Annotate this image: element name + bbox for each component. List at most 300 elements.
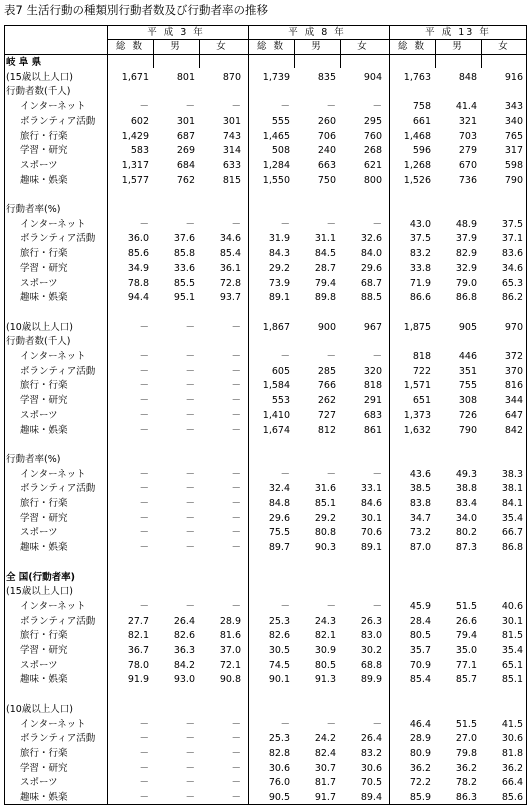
table-cell: － [185, 792, 195, 803]
table-cell: 38.1 [501, 483, 523, 495]
table-cell: 90.5 [268, 792, 290, 803]
table-cell: 86.3 [455, 792, 477, 803]
table-cell: 66.7 [501, 527, 523, 539]
table-cell: 240 [317, 145, 336, 157]
table-cell: 88.5 [360, 292, 382, 304]
table-cell: 703 [458, 130, 477, 142]
subcolumn-header: 男 [452, 41, 464, 52]
table-cell: － [185, 101, 195, 113]
row-label: 旅行・行楽 [20, 130, 68, 142]
table-cell: 29.2 [314, 512, 336, 524]
table-cell: － [139, 527, 149, 539]
table-cell: 1,268 [403, 159, 431, 171]
table-cell: 651 [412, 395, 431, 407]
table-cell: 73.9 [268, 277, 290, 289]
table-cell: 37.5 [409, 233, 431, 245]
table-cell: 555 [271, 115, 290, 127]
table-cell: 95.1 [173, 292, 195, 304]
table-cell: 37.1 [501, 233, 523, 245]
table-cell: 1,875 [403, 321, 431, 333]
table-cell: 84.8 [268, 498, 290, 509]
table-cell: 818 [363, 380, 382, 392]
table-cell: 706 [317, 130, 336, 142]
year-header: 平 成 13 年 [425, 27, 491, 38]
row-label: 趣味・娯楽 [20, 542, 68, 554]
table-cell: 90.3 [314, 542, 336, 554]
table-cell: 916 [504, 71, 523, 83]
row-label: 学習・研究 [20, 145, 68, 157]
row-label: ボランティア活動 [20, 233, 96, 245]
table-cell: 1,867 [262, 321, 290, 333]
table-cell: － [139, 733, 149, 745]
table-cell: － [231, 762, 241, 774]
table-cell: 74.5 [268, 659, 290, 671]
table-cell: 28.4 [409, 615, 431, 627]
table-cell: － [139, 747, 149, 759]
table-cell: 85.1 [314, 498, 336, 509]
row-label: ボランティア活動 [20, 733, 96, 745]
row-label: 旅行・行楽 [20, 248, 68, 260]
table-cell: 33.6 [173, 262, 195, 274]
table-cell: － [231, 542, 241, 554]
table-cell: 89.1 [360, 542, 382, 554]
table-cell: 51.5 [455, 718, 477, 730]
table-cell: － [231, 777, 241, 789]
table-cell: － [231, 792, 241, 803]
table-cell: 81.6 [219, 630, 241, 642]
table-cell: － [372, 468, 382, 480]
table-cell: － [139, 718, 149, 730]
table-cell: 801 [176, 71, 195, 83]
table-cell: 755 [458, 380, 477, 392]
table-cell: 81.7 [314, 777, 336, 789]
table-cell: 766 [317, 380, 336, 392]
row-label: インターネット [20, 351, 86, 362]
table-cell: 29.6 [268, 512, 290, 524]
table-cell: 285 [317, 365, 336, 377]
table-cell: 314 [222, 145, 241, 157]
row-label: インターネット [20, 718, 86, 730]
table-cell: 34.6 [501, 262, 523, 274]
table-cell: 815 [222, 174, 241, 186]
table-cell: － [231, 395, 241, 407]
table-cell: 27.7 [127, 615, 149, 627]
table-cell: 68.7 [360, 277, 382, 289]
table-cell: 36.2 [455, 762, 477, 774]
table-cell: － [231, 409, 241, 421]
table-cell: 736 [458, 174, 477, 186]
table-cell: 905 [458, 321, 477, 333]
table-cell: 43.0 [409, 218, 431, 230]
table-cell: 84.3 [268, 248, 290, 260]
table-cell: 79.0 [455, 277, 477, 289]
table-cell: － [231, 483, 241, 495]
table-cell: 85.4 [409, 674, 431, 686]
table-cell: － [185, 351, 195, 362]
table-cell: 31.9 [268, 233, 290, 245]
table-cell: 78.2 [455, 777, 477, 789]
table-cell: － [326, 600, 336, 612]
row-label: 行動者数(千人) [6, 86, 71, 98]
table-cell: 35.4 [501, 512, 523, 524]
table-cell: 900 [317, 321, 336, 333]
table-cell: 1,526 [403, 174, 431, 186]
row-label: インターネット [20, 218, 86, 230]
table-cell: － [372, 351, 382, 362]
table-cell: 687 [176, 130, 195, 142]
table-cell: 1,671 [121, 71, 149, 83]
table-cell: 818 [412, 351, 431, 362]
table-cell: 45.9 [409, 600, 431, 612]
row-label: 旅行・行楽 [20, 630, 68, 642]
row-label: スポーツ [20, 159, 58, 171]
table-cell: 72.2 [409, 777, 431, 789]
table-cell: 1,584 [262, 380, 290, 392]
table-cell: 86.8 [501, 542, 523, 554]
table-cell: 80.9 [409, 747, 431, 759]
table-cell: 84.0 [360, 248, 382, 260]
table-cell: 25.3 [268, 615, 290, 627]
table-cell: － [372, 718, 382, 730]
table-cell: 81.5 [501, 630, 523, 642]
table-cell: 26.4 [360, 733, 382, 745]
table-cell: － [185, 380, 195, 392]
table-cell: 727 [317, 409, 336, 421]
row-label: 旅行・行楽 [20, 380, 68, 392]
table-cell: 89.7 [268, 542, 290, 554]
table-cell: － [231, 321, 241, 333]
table-cell: 295 [363, 115, 382, 127]
subcolumn-header: 総 数 [256, 41, 286, 52]
table-cell: 24.2 [314, 733, 336, 745]
table-cell: 66.4 [501, 777, 523, 789]
table-cell: － [185, 218, 195, 230]
row-label: 学習・研究 [20, 395, 68, 407]
table-cell: － [280, 218, 290, 230]
table-cell: － [139, 498, 149, 509]
table-cell: 800 [363, 174, 382, 186]
table-cell: 446 [458, 351, 477, 362]
table-cell: 91.9 [127, 674, 149, 686]
table-cell: 85.4 [219, 248, 241, 260]
row-label: インターネット [20, 468, 86, 480]
table-cell: 30.6 [501, 733, 523, 745]
table-cell: 37.9 [455, 233, 477, 245]
table-cell: － [231, 600, 241, 612]
table-cell: 967 [363, 321, 382, 333]
table-cell: 83.0 [360, 630, 382, 642]
table-cell: 758 [412, 101, 431, 113]
row-label: スポーツ [20, 409, 58, 421]
table-cell: 85.8 [173, 248, 195, 260]
table-cell: 848 [458, 71, 477, 83]
table-cell: 80.5 [314, 659, 336, 671]
table-cell: 79.8 [455, 747, 477, 759]
table-cell: 596 [412, 145, 431, 157]
table-cell: 24.3 [314, 615, 336, 627]
table-cell: － [139, 365, 149, 377]
table-cell: － [185, 542, 195, 554]
table-cell: － [231, 718, 241, 730]
row-label: 学習・研究 [20, 262, 68, 274]
table-cell: － [280, 600, 290, 612]
year-header: 平 成 8 年 [288, 27, 346, 38]
table-cell: 38.3 [501, 468, 523, 480]
table-cell: － [280, 101, 290, 113]
table-cell: 68.8 [360, 659, 382, 671]
table-cell: 84.2 [173, 659, 195, 671]
subcolumn-header: 女 [216, 41, 228, 52]
table-cell: － [185, 365, 195, 377]
table-cell: 816 [504, 380, 523, 392]
row-label: インターネット [20, 101, 86, 113]
table-cell: － [231, 733, 241, 745]
table-cell: 670 [458, 159, 477, 171]
table-cell: － [231, 101, 241, 113]
table-cell: 85.6 [127, 248, 149, 260]
table-cell: 372 [504, 351, 523, 362]
table-cell: 750 [317, 174, 336, 186]
table-cell: 78.8 [127, 277, 149, 289]
table-cell: － [231, 527, 241, 539]
table-cell: 904 [363, 71, 382, 83]
table-cell: 598 [504, 159, 523, 171]
table-cell: 970 [504, 321, 523, 333]
table-cell: 36.0 [127, 233, 149, 245]
table-cell: 602 [130, 115, 149, 127]
table-cell: 1,763 [403, 71, 431, 83]
table-cell: 317 [504, 145, 523, 157]
table-cell: 34.0 [455, 512, 477, 524]
table-cell: － [139, 777, 149, 789]
table-cell: 1,571 [403, 380, 431, 392]
table-cell: 82.8 [268, 747, 290, 759]
table-cell: 34.9 [127, 262, 149, 274]
table-cell: 85.6 [501, 792, 523, 803]
table-cell: 29.2 [268, 262, 290, 274]
table-cell: － [185, 483, 195, 495]
subcolumn-header: 総 数 [397, 41, 427, 52]
table-cell: 30.1 [360, 512, 382, 524]
table-cell: 765 [504, 130, 523, 142]
table-cell: － [139, 395, 149, 407]
table-cell: 87.3 [455, 542, 477, 554]
table-cell: － [326, 351, 336, 362]
table-cell: － [139, 762, 149, 774]
row-label: 趣味・娯楽 [20, 792, 68, 803]
table-cell: 835 [317, 71, 336, 83]
table-cell: 661 [412, 115, 431, 127]
table-cell: － [139, 483, 149, 495]
table-cell: 26.3 [360, 615, 382, 627]
table-cell: － [139, 468, 149, 480]
table-cell: 87.0 [409, 542, 431, 554]
table-cell: 320 [363, 365, 382, 377]
table-cell: － [372, 101, 382, 113]
row-label: 趣味・娯楽 [20, 674, 68, 686]
table-cell: 1,674 [262, 424, 290, 436]
table-cell: 41.5 [501, 718, 523, 730]
table-cell: 89.8 [314, 292, 336, 304]
year-header: 平 成 3 年 [147, 27, 205, 38]
table-cell: 37.0 [219, 645, 241, 656]
table-cell: 260 [317, 115, 336, 127]
table-cell: 301 [222, 115, 241, 127]
table-cell: 65.1 [501, 659, 523, 671]
table-cell: 70.5 [360, 777, 382, 789]
table-cell: 70.9 [409, 659, 431, 671]
table-cell: － [185, 718, 195, 730]
table-cell: － [185, 512, 195, 524]
table-cell: 83.2 [360, 747, 382, 759]
table-cell: － [185, 498, 195, 509]
table-cell: 553 [271, 395, 290, 407]
table-cell: 1,317 [121, 159, 149, 171]
table-cell: 790 [504, 174, 523, 186]
table-cell: － [372, 600, 382, 612]
table-cell: 85.7 [455, 674, 477, 686]
table-cell: 344 [504, 395, 523, 407]
table-cell: 80.5 [409, 630, 431, 642]
row-label: ボランティア活動 [20, 483, 96, 495]
table-cell: 30.6 [360, 762, 382, 774]
table-cell: 79.4 [455, 630, 477, 642]
table-cell: － [185, 527, 195, 539]
table-cell: 1,429 [121, 130, 149, 142]
table-cell: － [326, 218, 336, 230]
row-label: 趣味・娯楽 [20, 292, 68, 304]
row-label: 岐 阜 県 [6, 57, 42, 68]
table-cell: 34.6 [219, 233, 241, 245]
table-cell: － [231, 512, 241, 524]
row-label: 学習・研究 [20, 645, 68, 656]
table-cell: 291 [363, 395, 382, 407]
table-cell: 76.0 [268, 777, 290, 789]
table-cell: － [280, 351, 290, 362]
table-cell: 84.1 [501, 498, 523, 509]
table-cell: 35.0 [455, 645, 477, 656]
row-label: ボランティア活動 [20, 115, 96, 127]
table-cell: 31.6 [314, 483, 336, 495]
table-cell: 722 [412, 365, 431, 377]
table-cell: 89.4 [360, 792, 382, 803]
table-cell: 663 [317, 159, 336, 171]
table-cell: 72.1 [219, 659, 241, 671]
table-cell: 93.0 [173, 674, 195, 686]
table-cell: － [280, 718, 290, 730]
table-cell: 89.9 [360, 674, 382, 686]
table-cell: 83.8 [409, 498, 431, 509]
table-cell: 65.3 [501, 277, 523, 289]
row-label: ボランティア活動 [20, 615, 96, 627]
table-cell: － [185, 424, 195, 436]
table-cell: 351 [458, 365, 477, 377]
table-cell: 72.8 [219, 277, 241, 289]
row-label: 学習・研究 [20, 762, 68, 774]
subcolumn-header: 男 [170, 41, 182, 52]
row-label: スポーツ [20, 527, 58, 539]
table-title: 表7 生活行動の種類別行動者数及び行動者率の推移 [4, 3, 268, 17]
table-cell: 726 [458, 409, 477, 421]
table-cell: 308 [458, 395, 477, 407]
table-cell: 370 [504, 365, 523, 377]
table-cell: 26.4 [173, 615, 195, 627]
table-cell: － [139, 101, 149, 113]
table-cell: － [139, 542, 149, 554]
table-cell: 28.7 [314, 262, 336, 274]
table-cell: 268 [363, 145, 382, 157]
row-label: (15歳以上人口) [6, 71, 74, 83]
table-cell: － [139, 409, 149, 421]
table-cell: 36.2 [409, 762, 431, 774]
table-cell: 1,373 [403, 409, 431, 421]
table-cell: 1,550 [262, 174, 290, 186]
row-label: 行動者率(%) [6, 453, 61, 465]
table-cell: 1,468 [403, 130, 431, 142]
table-cell: － [280, 468, 290, 480]
table-cell: － [185, 395, 195, 407]
table-cell: 1,739 [262, 71, 290, 83]
table-cell: 30.2 [360, 645, 382, 656]
table-cell: － [139, 321, 149, 333]
table-cell: 343 [504, 101, 523, 113]
row-label: 趣味・娯楽 [20, 174, 68, 186]
table-cell: 82.4 [314, 747, 336, 759]
table-cell: － [185, 733, 195, 745]
table-cell: 30.1 [501, 615, 523, 627]
table-cell: － [231, 498, 241, 509]
table-cell: 86.2 [501, 292, 523, 304]
row-label: スポーツ [20, 277, 58, 289]
row-label: 行動者数(千人) [6, 336, 71, 348]
row-label: 趣味・娯楽 [20, 424, 68, 436]
subcolumn-header: 女 [357, 41, 369, 52]
table-cell: － [185, 762, 195, 774]
table-cell: 30.9 [314, 645, 336, 656]
table-cell: 1,577 [121, 174, 149, 186]
table-cell: 82.6 [173, 630, 195, 642]
table-cell: 1,465 [262, 130, 290, 142]
table-cell: 790 [458, 424, 477, 436]
table-cell: 37.6 [173, 233, 195, 245]
table-cell: 90.8 [219, 674, 241, 686]
table-cell: 605 [271, 365, 290, 377]
table-cell: 83.4 [455, 498, 477, 509]
table-cell: 93.7 [219, 292, 241, 304]
table-cell: 26.6 [455, 615, 477, 627]
table-cell: 28.9 [409, 733, 431, 745]
table-cell: 28.9 [219, 615, 241, 627]
table-cell: 27.0 [455, 733, 477, 745]
table-cell: 32.4 [268, 483, 290, 495]
table-cell: 82.1 [127, 630, 149, 642]
table-cell: 43.6 [409, 468, 431, 480]
table-cell: 89.1 [268, 292, 290, 304]
table-cell: 33.8 [409, 262, 431, 274]
table-cell: － [326, 468, 336, 480]
table-cell: 30.7 [314, 762, 336, 774]
table-cell: － [139, 351, 149, 362]
row-label: 学習・研究 [20, 512, 68, 524]
table-cell: 29.6 [360, 262, 382, 274]
table-cell: 762 [176, 174, 195, 186]
table-cell: － [326, 101, 336, 113]
table-cell: － [185, 777, 195, 789]
table-cell: 38.8 [455, 483, 477, 495]
subcolumn-header: 男 [311, 41, 323, 52]
table-cell: 90.1 [268, 674, 290, 686]
table-cell: 340 [504, 115, 523, 127]
